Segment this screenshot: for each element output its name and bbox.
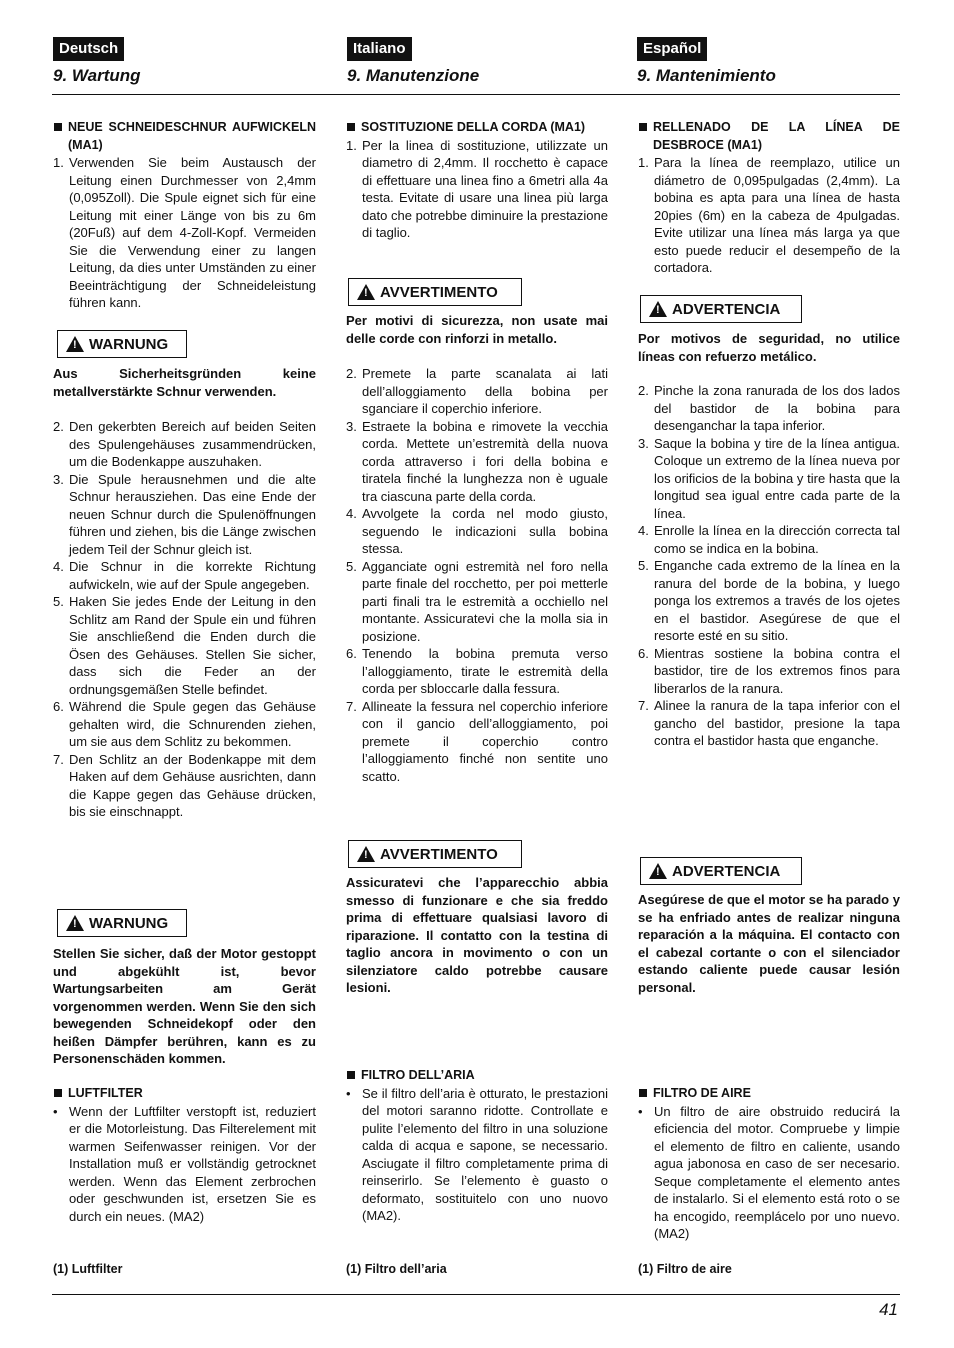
warning-text: Asegúrese de que el motor se ha parado y se ha enfriado antes de realizar ninguna reparación a la máquina. El contacto con el cabezal cortante o con el silenciador estando caliente puede causar lesión personal. — [638, 892, 900, 995]
warning-text: Aus Sicherheitsgründen keine metallverstärkte Schnur verwenden. — [53, 366, 316, 399]
warning-label: ! ADVERTENCIA — [640, 295, 802, 323]
bullet-square-icon — [54, 1089, 62, 1097]
language-tab: Italiano — [347, 37, 412, 61]
list-item: 4. Die Schnur in die korrekte Richtung aufwickeln, wie auf der Spule angegeben. — [53, 559, 316, 592]
list-item: 7. Alinee la ranura de la tapa inferior con el gancho del bastidor, presione la tapa contra el bastidor hasta que enganche. — [638, 698, 900, 748]
section-air-filter — [638, 1085, 900, 1243]
figure-caption: (1) Filtro dell’aria — [346, 1262, 447, 1276]
language-tab: Español — [637, 37, 707, 61]
warning-text: Stellen Sie sicher, daß der Motor gestoppt und abgekühlt ist, bevor Wartungsarbeiten am Gerät vorgenommen werden. Wenn Sie den sich bewegenden Schneidekopf oder den heißen Dämpfer berühren, kann es zu Personenschäden kommen. — [53, 946, 316, 1066]
chapter-title: 9. Manutenzione — [347, 66, 480, 85]
warning-text: Per motivi di sicurezza, non usate mai delle corde con rinforzi in metallo. — [346, 313, 608, 346]
section-replace-line — [638, 119, 900, 277]
list-item: 5. Enganche cada extremo de la línea en la ranura del borde de la bobina, y luego ponga los extremos a través de los ojetes en el bastidor. Asegúrese de que el resorte esté en su sitio. — [638, 558, 900, 643]
figure-caption: (1) Luftfilter — [53, 1262, 123, 1276]
list-item: 2. Premete la parte scanalata ai lati dell’alloggiamento della bobina per sganciare il coperchio inferiore. — [346, 366, 608, 416]
warning-label: ! AVVERTIMENTO — [348, 278, 522, 306]
warning-text: Assicuratevi che l’apparecchio abbia smesso di funzionare e che sia freddo prima di effettuare qualsiasi lavoro di riparazione. Il contatto con la testina di taglio ancora in movimento o con un silenziatore caldo potrebbe causare lesioni. — [346, 875, 608, 995]
bullet-square-icon — [639, 1089, 647, 1097]
chapter-title: 9. Wartung — [53, 66, 141, 85]
warning-triangle-icon: ! — [649, 301, 667, 317]
warning-triangle-icon: ! — [649, 863, 667, 879]
header-rule — [52, 94, 900, 95]
warning-triangle-icon: ! — [357, 284, 375, 300]
warning-label: ! WARNUNG — [57, 330, 187, 358]
list-item: 5. Agganciate ogni estremità nel foro nella parte finale del rocchetto, per poi metterle parti finali tra le estremità a occhiello nel montante. Assicuratevi che la molla sia in posizione. — [346, 558, 608, 644]
warning-triangle-icon: ! — [66, 915, 84, 931]
steps-continued — [53, 418, 316, 821]
list-item: 3. Estraete la bobina e rimovete la vecchia corda. Mettete un’estremità della nuova corda attraverso i fori della bobina e tiratela finché la lunghezza non è uguale tra ciascuna parte della corda. — [346, 418, 608, 504]
warning-label: ! WARNUNG — [57, 909, 187, 937]
list-item: • Wenn der Luftfilter verstopft ist, reduziert er die Motorleistung. Das Filterelement mit warmen Seifenwasser reinigen. Vor der Installation muß er vollständig getrocknet werden. Wenn das Element zerbrochen oder geschwunden ist, ersetzen Sie es durch ein neues. (MA2) — [53, 1103, 316, 1224]
section-title: FILTRO DE AIRE — [653, 1086, 751, 1100]
steps-continued — [346, 365, 608, 785]
list-item: 6. Während die Spule gegen das Gehäuse gehalten wird, die Schnurenden ziehen, um sie aus dem Schlitz zu bekommen. — [53, 699, 316, 749]
list-item: 6. Tenendo la bobina premuta verso l’alloggiamento, tirate le estremità della corda per sbloccarle dalla fessura. — [346, 646, 608, 696]
list-item: 4. Avvolgete la corda nel modo giusto, seguendo le indicazioni sulla bobina stessa. — [346, 506, 608, 556]
bullet-square-icon — [54, 123, 62, 131]
section-air-filter — [346, 1067, 608, 1225]
language-tab: Deutsch — [53, 37, 124, 61]
list-item: 1. Para la línea de reemplazo, utilice un diámetro de 0,095pulgadas (2,4mm). La bobina es apta para una línea de hasta 20pies (6m) en la cabeza de 4pulgadas. Evite utilizar una línea más larga ya que esto puede reducir el desempeño de la cortadora. — [638, 155, 900, 275]
warning-label: ! AVVERTIMENTO — [348, 840, 522, 868]
list-item: 2. Pinche la zona ranurada de los dos lados del bastidor de la bobina para desenganchar la tapa inferior. — [638, 383, 900, 433]
steps-continued — [638, 382, 900, 750]
list-item: 4. Enrolle la línea en la dirección correcta tal como se indica en la bobina. — [638, 523, 900, 556]
section-title: LUFTFILTER — [68, 1086, 143, 1100]
list-item: 7. Allineate la fessura nel coperchio inferiore con il gancio dell’alloggiamento, poi premete il coperchio contro l’alloggiamento finché non sentite uno scatto. — [346, 698, 608, 784]
list-item: 5. Haken Sie jedes Ende der Leitung in den Schlitz am Rand der Spule ein und führen Sie anschließend die Enden durch die Ösen des Gehäuses. Stellen Sie sicher, dass sich die Feder an der ordnungsgemäßen Stelle befindet. — [53, 594, 316, 697]
list-item: 7. Den Schlitz an der Bodenkappe mit dem Haken auf dem Gehäuse ausrichten, dann die Kappe gegen das Gehäuse drücken, bis sie einschnappt. — [53, 751, 316, 819]
footer-rule — [52, 1294, 900, 1295]
list-item: 3. Saque la bobina y tire de la línea antigua. Coloque un extremo de la línea nueva por los orificios de la bobina y tire hasta que la longitud sea igual entre cada parte de la línea. — [638, 435, 900, 521]
section-title: RELLENADO DE LA LÍNEA DE DESBROCE (MA1) — [653, 120, 900, 152]
chapter-title: 9. Mantenimiento — [637, 66, 776, 85]
section-replace-line — [346, 119, 608, 242]
list-item: 6. Mientras sostiene la bobina contra el bastidor, tire de los extremos finos para liberarlos de la ranura. — [638, 645, 900, 696]
bullet-square-icon — [639, 123, 647, 131]
section-air-filter — [53, 1085, 316, 1225]
list-item: • Un filtro de aire obstruido reducirá la eficiencia del motor. Compruebe y limpie el elemento de filtro en caliente, usando agua jabonosa en caso de ser necesario. Seque completamente el elemento antes de instalarlo. Si el elemento está roto o se ha encogido, reemplácelo por uno nuevo. (MA2) — [638, 1103, 900, 1241]
section-title: SOSTITUZIONE DELLA CORDA (MA1) — [361, 120, 586, 134]
section-title: NEUE SCHNEIDESCHNUR AUFWICKELN (MA1) — [68, 120, 316, 152]
warning-text: Por motivos de seguridad, no utilice líneas con refuerzo metálico. — [638, 331, 900, 364]
list-item: • Se il filtro dell’aria è otturato, le prestazioni del motori saranno ridotte. Controllate e pulite l’elemento del filtro in una soluzione calda di acqua e sapone, se necessario. Asciugate il filtro completamente prima di reinserirlo. Se l’elemento è guasto o deformato, sostituitelo con uno nuovo (MA2). — [346, 1085, 608, 1223]
section-replace-line — [53, 119, 316, 312]
list-item: 1. Verwenden Sie beim Austausch der Leitung einen Durchmesser von 2,4mm (0,095Zoll). Die Spule eignet sich für eine Leitung mit einer Länge von bis zu 6m (20Fuß) auf dem 4-Zoll-Kopf. Vermeiden Sie die Verwendung einer zu langen Leitung, da dies unter Umständen zu einer Beeinträchtigung der Schneideleistung führen kann. — [53, 155, 316, 310]
warning-triangle-icon: ! — [66, 336, 84, 352]
page-number: 41 — [879, 1300, 898, 1319]
bullet-square-icon — [347, 1071, 355, 1079]
warning-triangle-icon: ! — [357, 846, 375, 862]
section-title: FILTRO DELL’ARIA — [361, 1068, 475, 1082]
list-item: 3. Die Spule herausnehmen und die alte Schnur herausziehen. Das eine Ende der neuen Schnur durch die Spulenöffnungen führen und ziehen, bis die Länge zwischen jedem Teil der Schnur gleich ist. — [53, 471, 316, 557]
list-item: 1. Per la linea di sostituzione, utilizzate un diametro di 2,4mm. Il rocchetto è capace di effettuare una linea fino a 6metri alla 4a testa. Evitate di usare una linea più larga dato che potrebbe diminuire la prestazione di taglio. — [346, 137, 608, 240]
warning-label: ! ADVERTENCIA — [640, 857, 802, 885]
list-item: 2. Den gekerbten Bereich auf beiden Seiten des Spulengehäuses zusammendrücken, um die Bodenkappe auszuhaken. — [53, 419, 316, 469]
steps-list — [53, 154, 316, 312]
bullet-square-icon — [347, 123, 355, 131]
figure-caption: (1) Filtro de aire — [638, 1262, 732, 1276]
